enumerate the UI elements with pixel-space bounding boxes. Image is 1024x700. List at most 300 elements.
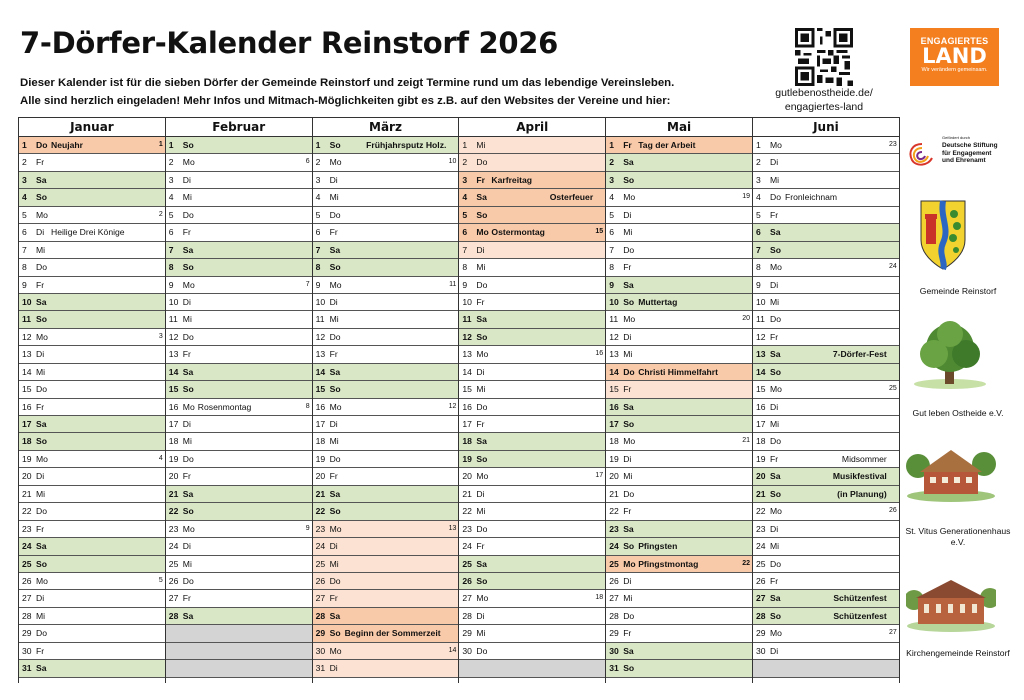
day-row[interactable] — [166, 242, 312, 259]
day-row[interactable] — [166, 556, 312, 573]
day-number: 16 — [315, 401, 326, 412]
day-number: 4 — [168, 192, 174, 203]
day-number: 24 — [168, 541, 179, 552]
day-row[interactable] — [606, 346, 752, 363]
event-label: Frühjahrsputz Holz. — [366, 140, 447, 150]
day-row[interactable] — [19, 521, 165, 538]
event-label: Schützenfest — [833, 593, 887, 604]
event-label: Heilige Drei Könige — [51, 227, 125, 238]
weekday: Fr — [770, 453, 779, 464]
day-number: 27 — [168, 593, 179, 604]
weekday: Fr — [36, 645, 45, 656]
week-number: 16 — [595, 350, 604, 358]
day-row[interactable] — [19, 590, 165, 607]
day-row[interactable] — [313, 364, 459, 381]
day-row[interactable] — [753, 154, 899, 171]
day-row[interactable] — [19, 503, 165, 520]
week-number: 23 — [889, 141, 897, 148]
day-row[interactable] — [313, 573, 459, 590]
coat-of-arms-icon — [918, 198, 968, 272]
day-row[interactable] — [459, 364, 605, 381]
day-row[interactable] — [313, 590, 459, 607]
day-row[interactable] — [459, 503, 605, 520]
day-row[interactable] — [313, 381, 459, 398]
day-row[interactable] — [313, 625, 459, 642]
day-number: 20 — [22, 471, 32, 482]
day-row[interactable] — [19, 451, 165, 468]
day-row[interactable] — [166, 486, 312, 503]
day-row[interactable] — [606, 625, 752, 642]
day-row[interactable] — [313, 503, 459, 520]
day-row[interactable] — [166, 608, 312, 625]
day-row[interactable] — [606, 154, 752, 171]
day-row[interactable] — [753, 521, 899, 538]
day-row[interactable] — [166, 329, 312, 346]
day-row[interactable] — [313, 556, 459, 573]
day-row[interactable] — [606, 189, 752, 206]
day-row[interactable] — [753, 294, 899, 311]
weekday: Mi — [770, 541, 780, 552]
day-row[interactable] — [606, 433, 752, 450]
page-title: 7-Dörfer-Kalender Reinstorf 2026 — [20, 26, 559, 60]
day-row[interactable] — [313, 311, 459, 328]
weekday: Sa — [36, 541, 47, 552]
day-number: 19 — [756, 453, 766, 464]
day-row[interactable] — [313, 643, 459, 660]
weekday: Di — [623, 575, 632, 586]
day-row[interactable] — [166, 521, 312, 538]
day-number: 25 — [609, 558, 619, 569]
day-row[interactable] — [606, 608, 752, 625]
day-row[interactable] — [459, 381, 605, 398]
day-row[interactable] — [313, 224, 459, 241]
day-row[interactable] — [459, 608, 605, 625]
day-number: 19 — [609, 453, 619, 464]
day-row[interactable] — [606, 660, 752, 677]
weekday: Sa — [623, 645, 634, 656]
day-row[interactable] — [459, 521, 605, 538]
day-row[interactable] — [606, 259, 752, 276]
day-row[interactable] — [606, 329, 752, 346]
day-row[interactable] — [753, 556, 899, 573]
day-row[interactable] — [459, 538, 605, 555]
event-label: Muttertag — [638, 296, 678, 307]
day-row[interactable] — [606, 242, 752, 259]
weekday: Sa — [182, 610, 194, 621]
weekday: Di — [329, 663, 338, 674]
day-row[interactable] — [313, 416, 459, 433]
weekday: Mi — [623, 593, 633, 604]
day-number: 28 — [22, 610, 32, 621]
day-row[interactable] — [313, 189, 459, 206]
day-row[interactable] — [753, 538, 899, 555]
day-row[interactable] — [459, 433, 605, 450]
day-row[interactable] — [606, 294, 752, 311]
weekday: Mo — [36, 331, 48, 342]
day-number: 12 — [168, 331, 179, 342]
weekday: So — [770, 610, 781, 621]
day-row[interactable] — [459, 556, 605, 573]
day-row[interactable] — [313, 486, 459, 503]
day-row[interactable] — [19, 364, 165, 381]
day-row[interactable] — [166, 468, 312, 485]
day-number: 6 — [462, 227, 468, 238]
weekday: Fr — [623, 628, 632, 639]
day-row[interactable] — [459, 486, 605, 503]
day-row[interactable] — [166, 451, 312, 468]
day-number: 22 — [462, 506, 472, 517]
day-row[interactable] — [606, 590, 752, 607]
day-row[interactable] — [19, 556, 165, 573]
day-row[interactable] — [753, 486, 899, 503]
event-label: Pfingsten — [638, 541, 678, 552]
day-row[interactable] — [19, 660, 165, 677]
day-row[interactable] — [19, 433, 165, 450]
weekday: Mi — [182, 314, 192, 325]
day-row[interactable] — [166, 154, 312, 171]
day-row[interactable] — [313, 451, 459, 468]
day-row[interactable] — [19, 189, 165, 206]
day-number: 4 — [315, 192, 321, 203]
day-row[interactable] — [19, 643, 165, 660]
day-row[interactable] — [753, 433, 899, 450]
weekday: Di — [476, 610, 485, 621]
day-row[interactable] — [19, 608, 165, 625]
weekday: Mo — [36, 575, 48, 586]
day-row[interactable] — [166, 207, 312, 224]
day-row[interactable] — [166, 346, 312, 363]
day-row[interactable] — [606, 172, 752, 189]
week-number: 22 — [742, 559, 750, 567]
day-row[interactable] — [606, 486, 752, 503]
day-number: 11 — [462, 314, 472, 325]
weekday: Di — [182, 174, 191, 185]
dse-text-line: Deutsche Stiftung — [942, 142, 998, 149]
day-row[interactable] — [606, 224, 752, 241]
day-number: 23 — [22, 523, 32, 534]
day-row[interactable] — [166, 538, 312, 555]
day-row[interactable] — [459, 329, 605, 346]
day-row[interactable] — [166, 172, 312, 189]
day-row[interactable] — [459, 172, 605, 189]
day-row[interactable] — [753, 381, 899, 398]
day-number: 28 — [609, 610, 619, 621]
day-row[interactable] — [313, 172, 459, 189]
day-row[interactable] — [459, 573, 605, 590]
day-row[interactable] — [313, 259, 459, 276]
day-row[interactable] — [606, 207, 752, 224]
day-row[interactable] — [753, 468, 899, 485]
week-number: 24 — [889, 263, 897, 271]
weekday: Do — [770, 192, 781, 203]
day-row[interactable] — [753, 503, 899, 520]
day-row[interactable] — [313, 207, 459, 224]
day-row[interactable] — [166, 364, 312, 381]
day-row[interactable] — [459, 311, 605, 328]
weekday: Do — [329, 453, 341, 464]
day-row[interactable] — [753, 137, 899, 154]
day-row[interactable] — [459, 643, 605, 660]
day-row[interactable] — [166, 189, 312, 206]
day-row[interactable] — [753, 224, 899, 241]
day-row[interactable] — [753, 399, 899, 416]
sidebar-label-kirchengemeinde: Kirchengemeinde Reinstorf — [906, 648, 1010, 658]
day-row[interactable] — [753, 643, 899, 660]
weekday: Mo — [770, 262, 782, 273]
day-row[interactable] — [459, 242, 605, 259]
weekday: Mi — [623, 349, 633, 360]
weekday: Do — [770, 558, 781, 569]
weekday: So — [329, 262, 341, 273]
day-row[interactable] — [753, 573, 899, 590]
day-row[interactable] — [753, 242, 899, 259]
day-row[interactable] — [753, 259, 899, 276]
weekday: Fr — [623, 262, 632, 273]
weekday: So — [329, 140, 341, 150]
day-row[interactable] — [753, 364, 899, 381]
day-number: 28 — [756, 610, 766, 621]
day-row[interactable] — [753, 172, 899, 189]
day-number: 27 — [315, 593, 326, 604]
day-row[interactable] — [459, 625, 605, 642]
day-row[interactable] — [459, 468, 605, 485]
day-row[interactable] — [19, 277, 165, 294]
day-number: 14 — [756, 366, 766, 377]
day-row[interactable] — [606, 311, 752, 328]
weekday: Mi — [182, 558, 192, 569]
qr-code-icon[interactable] — [794, 28, 854, 86]
day-row[interactable] — [19, 207, 165, 224]
day-number: 20 — [168, 471, 179, 482]
day-row[interactable] — [606, 381, 752, 398]
day-row[interactable] — [459, 346, 605, 363]
weekday: Sa — [476, 558, 487, 569]
day-row[interactable] — [313, 154, 459, 171]
day-row[interactable] — [753, 625, 899, 642]
day-row[interactable] — [606, 451, 752, 468]
day-row[interactable] — [313, 294, 459, 311]
day-row[interactable] — [313, 346, 459, 363]
day-row[interactable] — [19, 625, 165, 642]
day-number: 30 — [462, 645, 472, 656]
weekday: Do — [476, 645, 488, 656]
day-row[interactable] — [313, 242, 459, 259]
weekday: So — [623, 663, 635, 674]
day-row[interactable] — [19, 259, 165, 276]
day-row[interactable] — [166, 399, 312, 416]
weekday: Sa — [36, 296, 47, 307]
day-row[interactable] — [606, 277, 752, 294]
day-row[interactable] — [753, 346, 899, 363]
weekday: Di — [36, 227, 45, 238]
day-number: 6 — [315, 227, 321, 238]
day-number: 15 — [756, 384, 766, 395]
day-row[interactable] — [606, 556, 752, 573]
week-number: 13 — [448, 524, 457, 532]
day-number: 7 — [22, 244, 27, 255]
day-number: 29 — [609, 628, 619, 639]
day-row[interactable] — [313, 433, 459, 450]
day-number: 11 — [315, 314, 325, 325]
weekday: Sa — [329, 244, 341, 255]
day-number: 23 — [609, 523, 619, 534]
day-row[interactable] — [606, 503, 752, 520]
weekday: Fr — [623, 506, 632, 517]
day-row[interactable] — [313, 521, 459, 538]
day-row[interactable] — [753, 277, 899, 294]
weekday: Mi — [770, 296, 780, 307]
day-row[interactable] — [313, 468, 459, 485]
day-row[interactable] — [606, 416, 752, 433]
weekday: So — [36, 192, 47, 203]
event-label: 7-Dörfer-Fest — [832, 349, 887, 360]
weekday: Sa — [623, 401, 634, 412]
weekday: Do — [476, 523, 488, 534]
day-row[interactable] — [459, 224, 605, 241]
day-number: 21 — [22, 488, 32, 499]
day-row[interactable] — [19, 416, 165, 433]
day-row[interactable] — [19, 346, 165, 363]
day-number: 9 — [22, 279, 27, 290]
day-row[interactable] — [166, 503, 312, 520]
weekday: Fr — [36, 157, 45, 168]
day-number: 25 — [462, 558, 472, 569]
day-number: 17 — [462, 419, 472, 429]
day-row[interactable] — [166, 573, 312, 590]
day-row[interactable] — [19, 137, 165, 154]
event-label: Pfingstmontag — [638, 558, 699, 569]
day-row[interactable] — [166, 137, 312, 154]
month-column-3 — [459, 118, 606, 683]
day-number: 1 — [462, 140, 468, 150]
day-row[interactable] — [166, 294, 312, 311]
day-number: 13 — [756, 349, 766, 360]
day-row[interactable] — [19, 573, 165, 590]
day-row[interactable] — [753, 608, 899, 625]
event-label: Rosenmontag — [197, 401, 252, 412]
day-row[interactable] — [459, 189, 605, 206]
empty-day-cell — [166, 625, 312, 642]
day-row[interactable] — [753, 416, 899, 433]
weekday: Do — [36, 262, 47, 273]
day-row[interactable] — [19, 224, 165, 241]
day-row[interactable] — [459, 154, 605, 171]
day-number: 8 — [756, 262, 761, 273]
day-row[interactable] — [606, 137, 752, 154]
day-row[interactable] — [313, 608, 459, 625]
day-number: 6 — [22, 227, 27, 238]
weekday: Mi — [329, 558, 339, 569]
day-number: 26 — [315, 575, 326, 586]
day-row[interactable] — [606, 468, 752, 485]
day-row[interactable] — [753, 189, 899, 206]
day-row[interactable] — [19, 242, 165, 259]
day-row[interactable] — [459, 416, 605, 433]
day-number: 7 — [168, 244, 174, 255]
day-row[interactable] — [606, 399, 752, 416]
day-row[interactable] — [19, 311, 165, 328]
day-row[interactable] — [313, 137, 459, 154]
weekday: Di — [182, 419, 191, 429]
day-row[interactable] — [19, 468, 165, 485]
day-row[interactable] — [606, 643, 752, 660]
day-row[interactable] — [19, 381, 165, 398]
dse-swirl-icon — [906, 140, 938, 170]
weekday: Di — [182, 296, 191, 307]
day-row[interactable] — [459, 399, 605, 416]
day-row[interactable] — [166, 259, 312, 276]
day-row[interactable] — [313, 399, 459, 416]
qr-url[interactable] — [770, 86, 878, 114]
day-number: 3 — [22, 174, 27, 185]
day-row[interactable] — [606, 364, 752, 381]
day-row[interactable] — [313, 538, 459, 555]
day-row[interactable] — [606, 538, 752, 555]
day-row[interactable] — [459, 590, 605, 607]
day-row[interactable] — [753, 329, 899, 346]
day-row[interactable] — [459, 277, 605, 294]
day-row[interactable] — [166, 277, 312, 294]
weekday: Do — [36, 140, 48, 150]
day-row[interactable] — [19, 172, 165, 189]
day-row[interactable] — [606, 521, 752, 538]
weekday: So — [476, 331, 488, 342]
day-number: 12 — [462, 331, 472, 342]
day-row[interactable] — [19, 329, 165, 346]
weekday: Mo — [476, 471, 489, 482]
day-number: 16 — [462, 401, 472, 412]
day-number: 5 — [315, 209, 321, 220]
weekday: Fr — [182, 593, 191, 604]
day-row[interactable] — [166, 416, 312, 433]
day-row[interactable] — [166, 311, 312, 328]
day-row[interactable] — [19, 399, 165, 416]
empty-day-cell — [166, 660, 312, 677]
day-row[interactable] — [753, 590, 899, 607]
day-row[interactable] — [166, 381, 312, 398]
day-row[interactable] — [459, 259, 605, 276]
day-row[interactable] — [753, 451, 899, 468]
day-number: 10 — [168, 296, 179, 307]
day-number: 24 — [462, 541, 472, 552]
day-number: 6 — [756, 227, 761, 238]
day-row[interactable] — [753, 311, 899, 328]
day-row[interactable] — [459, 294, 605, 311]
day-number: 24 — [315, 541, 326, 552]
day-row[interactable] — [19, 294, 165, 311]
day-number: 9 — [315, 279, 321, 290]
day-row[interactable] — [459, 137, 605, 154]
day-row[interactable] — [19, 486, 165, 503]
day-row[interactable] — [313, 660, 459, 677]
day-row[interactable] — [313, 277, 459, 294]
day-row[interactable] — [606, 573, 752, 590]
day-row[interactable] — [166, 224, 312, 241]
weekday: Di — [476, 244, 485, 255]
day-row[interactable] — [459, 207, 605, 224]
day-row[interactable] — [166, 590, 312, 607]
day-row[interactable] — [166, 433, 312, 450]
day-row[interactable] — [753, 207, 899, 224]
day-row[interactable] — [19, 154, 165, 171]
day-number: 22 — [609, 506, 619, 517]
weekday: Sa — [623, 279, 634, 290]
day-row[interactable] — [459, 451, 605, 468]
weekday: So — [770, 244, 781, 255]
day-row[interactable] — [313, 329, 459, 346]
day-row[interactable] — [19, 538, 165, 555]
day-number: 15 — [315, 384, 326, 395]
